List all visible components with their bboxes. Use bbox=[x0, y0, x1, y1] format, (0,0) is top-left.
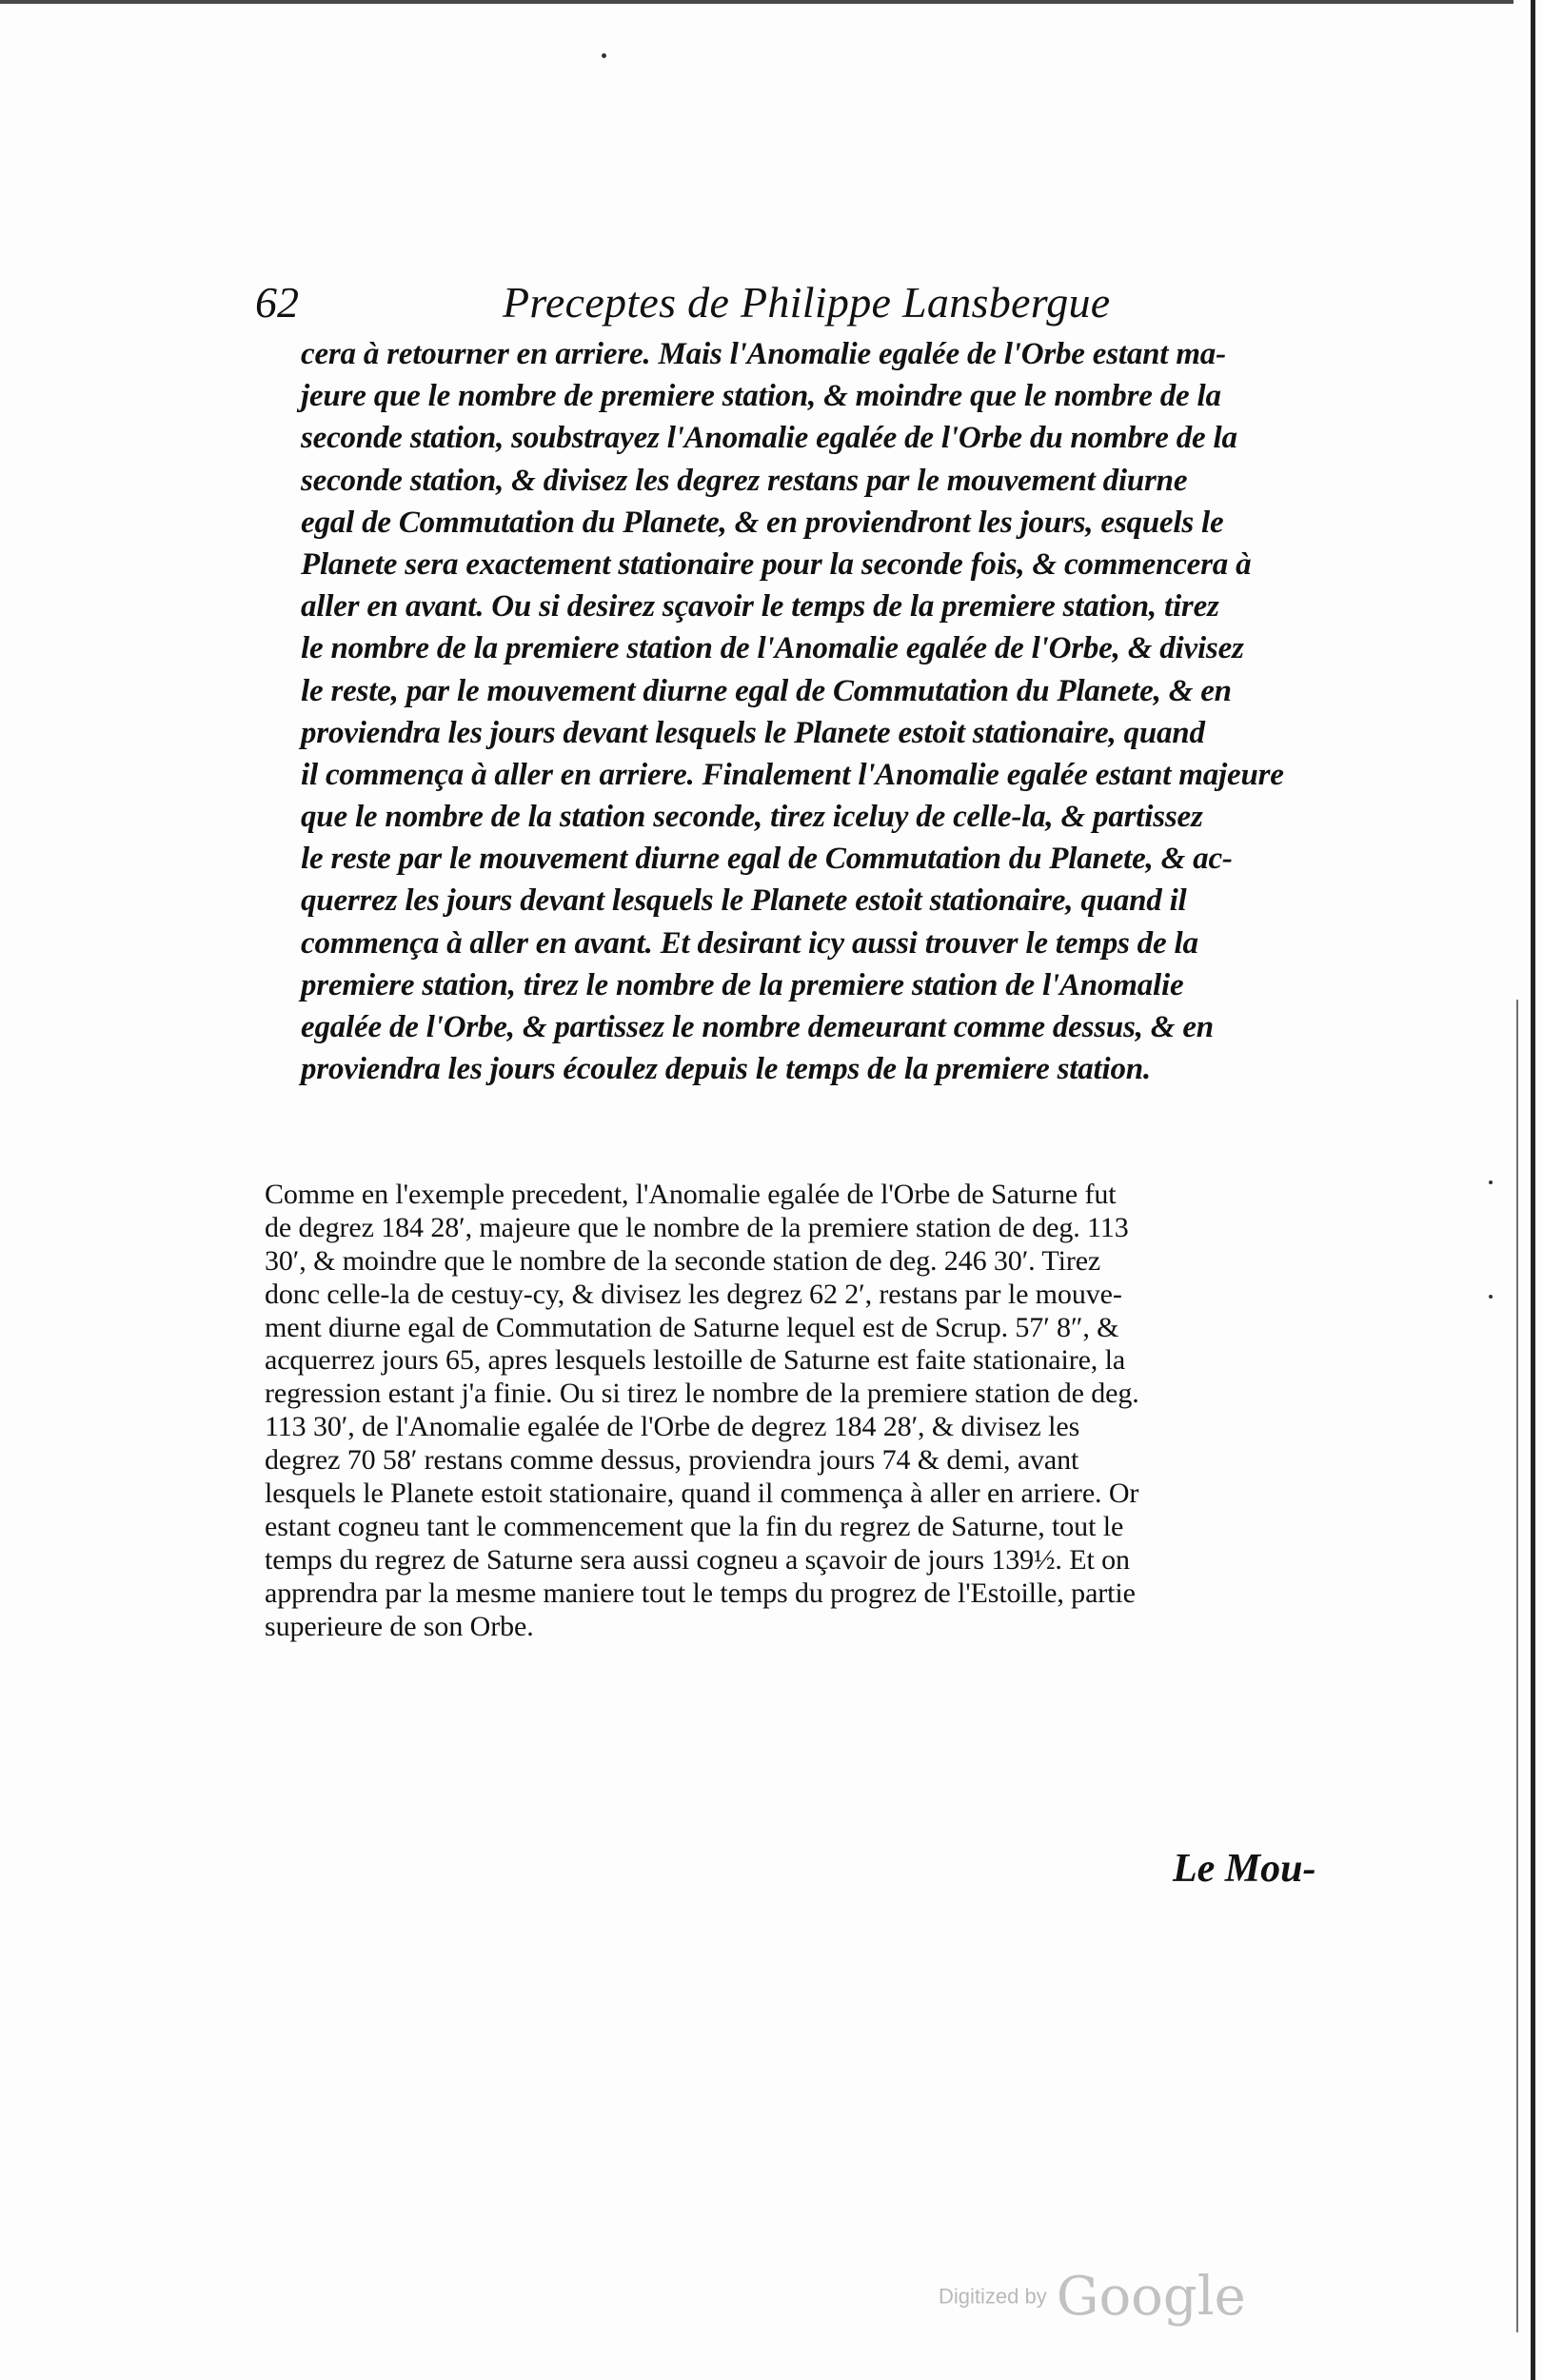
italic-text-line: seconde station, & divisez les degrez restans par le mouvement diurne bbox=[301, 463, 1188, 498]
roman-text-line: temps du regrez de Saturne sera aussi cogneu a sçavoir de jours 139½. Et on bbox=[265, 1543, 1130, 1576]
italic-text-line: aller en avant. Ou si desirez sçavoir le temps de la premiere station, tirez bbox=[301, 589, 1219, 625]
scan-top-edge bbox=[0, 0, 1513, 13]
digitized-by-label: Digitized by bbox=[939, 2284, 1047, 2309]
roman-paragraph bbox=[265, 1179, 1335, 1643]
roman-text-line: lesquels le Planete estoit stationaire, quand il commença à aller en arriere. Or bbox=[265, 1478, 1139, 1510]
italic-text-line: que le nombre de la station seconde, tirez iceluy de celle-la, & partissez bbox=[301, 800, 1203, 835]
roman-text-line: 30′, & moindre que le nombre de la seconde station de deg. 246 30′. Tirez bbox=[265, 1244, 1101, 1277]
italic-text-line: proviendra les jours devant lesquels le Planete estoit stationaire, quand bbox=[301, 715, 1205, 750]
roman-text-line: de degrez 184 28′, majeure que le nombre de la premiere station de deg. 113 bbox=[265, 1211, 1129, 1243]
italic-text-line: querrez les jours devant lesquels le Planete estoit stationaire, quand il bbox=[301, 883, 1187, 919]
italic-text-line: proviendra les jours écoulez depuis le temps de la premiere station. bbox=[301, 1052, 1151, 1087]
roman-text-line: degrez 70 58′ restans comme dessus, proviendra jours 74 & demi, avant bbox=[265, 1444, 1079, 1477]
italic-text-line: egalée de l'Orbe, & partissez le nombre demeurant comme dessus, & en bbox=[301, 1010, 1214, 1044]
roman-text-line: Comme en l'exemple precedent, l'Anomalie egalée de l'Orbe de Saturne fut bbox=[265, 1179, 1117, 1210]
catchword: Le Mou- bbox=[1173, 1847, 1316, 1891]
roman-text-line: apprendra par la mesme maniere tout le temps du progrez de l'Estoille, partie bbox=[265, 1577, 1136, 1609]
running-title: Preceptes de Philippe Lansbergue bbox=[503, 278, 1111, 327]
italic-text-line: premiere station, tirez le nombre de la premiere station de l'Anomalie bbox=[301, 967, 1184, 1002]
running-head bbox=[255, 274, 1302, 331]
italic-text-line: commença à aller en avant. Et desirant icy aussi trouver le temps de la bbox=[301, 925, 1198, 961]
roman-text-line: donc celle-la de cestuy-cy, & divisez les degrez 62 2′, restans par le mouve- bbox=[265, 1278, 1122, 1310]
italic-text-line: le nombre de la premiere station de l'Anomalie egalée de l'Orbe, & divisez bbox=[301, 631, 1244, 666]
ink-speck bbox=[1489, 1180, 1493, 1184]
italic-paragraph bbox=[301, 333, 1335, 1090]
ink-speck bbox=[602, 53, 606, 58]
italic-text-line: egal de Commutation du Planete, & en proviendront les jours, esquels le bbox=[301, 505, 1224, 540]
italic-text-line: il commença à aller en arriere. Finalement l'Anomalie egalée estant majeure bbox=[301, 757, 1284, 792]
roman-text-line: ment diurne egal de Commutation de Saturne lequel est de Scrup. 57′ 8″, & bbox=[265, 1311, 1119, 1343]
roman-text-line: acquerrez jours 65, apres lesquels lestoille de Saturne est faite stationaire, la bbox=[265, 1344, 1126, 1377]
italic-text-line: cera à retourner en arriere. Mais l'Anomalie egalée de l'Orbe estant ma- bbox=[301, 337, 1226, 371]
italic-text-line: le reste, par le mouvement diurne egal de Commutation du Planete, & en bbox=[301, 673, 1232, 708]
roman-text-line: estant cogneu tant le commencement que la fin du regrez de Saturne, tout le bbox=[265, 1510, 1124, 1542]
roman-text-line: superieure de son Orbe. bbox=[265, 1610, 534, 1642]
roman-text-line: 113 30′, de l'Anomalie egalée de l'Orbe de degrez 184 28′, & divisez les bbox=[265, 1411, 1080, 1443]
digitized-by-google-watermark bbox=[939, 2266, 1246, 2342]
italic-text-line: seconde station, soubstrayez l'Anomalie egalée de l'Orbe du nombre de la bbox=[301, 421, 1237, 456]
italic-text-line: Planete sera exactement stationaire pour la seconde fois, & commencera à bbox=[301, 546, 1252, 582]
italic-text-line: le reste par le mouvement diurne egal de Commutation du Planete, & ac- bbox=[301, 842, 1233, 877]
page-number: 62 bbox=[255, 278, 299, 327]
google-logo: Google bbox=[1056, 2266, 1246, 2328]
italic-text-line: jeure que le nombre de premiere station, & moindre que le nombre de la bbox=[301, 379, 1221, 414]
scan-binding-shadow bbox=[1516, 1000, 1518, 2332]
roman-text-line: regression estant j'a finie. Ou si tirez le nombre de la premiere station de deg. bbox=[265, 1378, 1139, 1410]
scan-right-edge bbox=[1531, 0, 1535, 2380]
ink-speck bbox=[1489, 1295, 1493, 1299]
